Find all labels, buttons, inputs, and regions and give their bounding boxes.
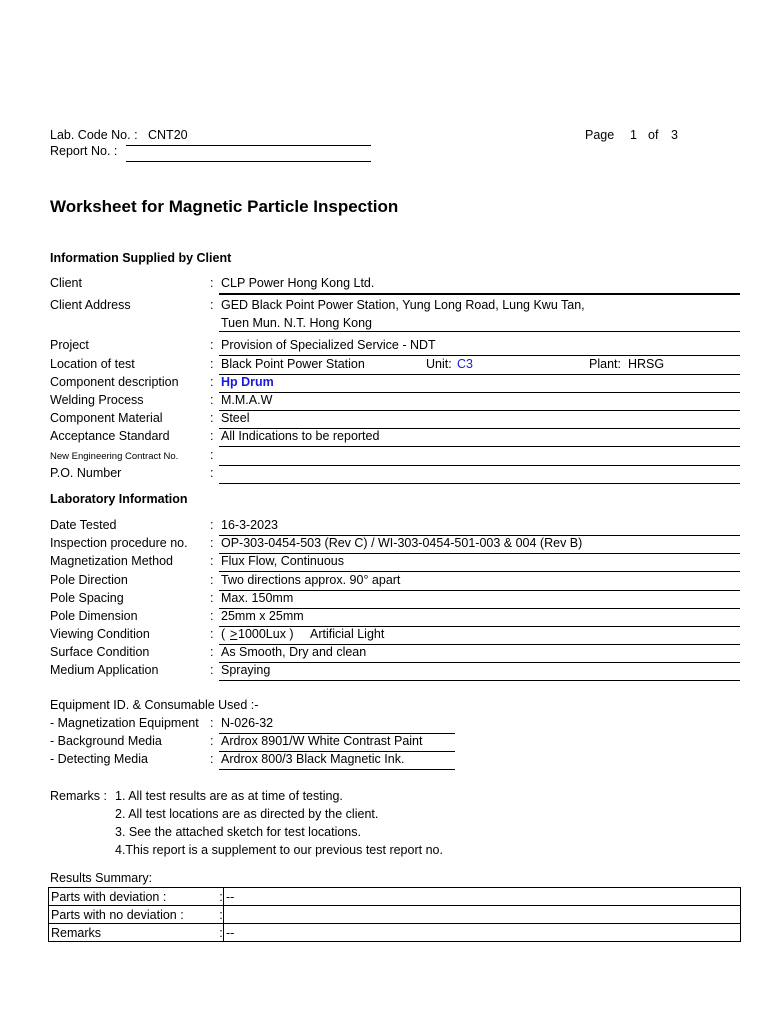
acceptance-label: Acceptance Standard [50, 429, 170, 443]
procedure-label: Inspection procedure no. [50, 536, 188, 550]
client-address-line2: Tuen Mun. N.T. Hong Kong [221, 316, 373, 330]
mag-equipment-value: N-026-32 [221, 716, 274, 730]
medium-label: Medium Application [50, 663, 159, 677]
procedure-row [50, 536, 740, 554]
table-row [49, 906, 741, 924]
date-value: 16-3-2023 [221, 518, 278, 532]
page-label: Page [585, 128, 615, 142]
date-row [50, 518, 740, 536]
report-no-underline [126, 161, 371, 162]
material-row [50, 411, 740, 429]
pole-dimension-label: Pole Dimension [50, 609, 138, 623]
lab-code-value: CNT20 [148, 128, 188, 142]
welding-row [50, 393, 740, 411]
colon: : [210, 663, 214, 677]
client-value: CLP Power Hong Kong Ltd. [221, 276, 375, 290]
page-total: 3 [671, 128, 678, 142]
colon: : [210, 276, 214, 290]
results-cell-label: Parts with no deviation : [49, 906, 220, 924]
client-address-line1: GED Black Point Power Station, Yung Long Road, Lung Kwu Tan, [221, 298, 585, 312]
acceptance-value: All Indications to be reported [221, 429, 380, 443]
welding-value: M.M.A.W [221, 393, 273, 407]
plant-value: HRSG [628, 357, 665, 371]
material-label: Component Material [50, 411, 163, 425]
detecting-media-label: - Detecting Media [50, 752, 148, 766]
colon: : [210, 627, 214, 641]
material-value: Steel [221, 411, 250, 425]
table-row [49, 888, 741, 906]
colon: : [210, 554, 214, 568]
background-media-row [50, 734, 455, 752]
surface-row [50, 645, 740, 663]
colon: : [210, 645, 214, 659]
colon: : [210, 411, 214, 425]
colon: : [210, 591, 214, 605]
colon: : [210, 357, 214, 371]
colon: : [219, 925, 223, 940]
colon: : [210, 573, 214, 587]
underline [219, 294, 740, 295]
pole-dimension-row [50, 609, 740, 627]
project-row [50, 338, 740, 356]
lab-section-heading: Laboratory Information [50, 492, 188, 506]
remark-item: 3. See the attached sketch for test locations. [115, 825, 361, 839]
colon: : [210, 536, 214, 550]
colon: : [219, 889, 223, 904]
pole-spacing-value: Max. 150mm [221, 591, 294, 605]
underline [219, 446, 740, 447]
results-cell-value: -- [224, 924, 741, 942]
magnetization-row [50, 554, 740, 572]
acceptance-row [50, 429, 740, 447]
viewing-value-open: ( [221, 627, 226, 641]
viewing-value-lux: 1000Lux ) [238, 627, 294, 641]
colon: : [210, 338, 214, 352]
pole-spacing-label: Pole Spacing [50, 591, 124, 605]
colon: : [210, 448, 214, 462]
mag-equipment-row [50, 716, 455, 734]
surface-label: Surface Condition [50, 645, 150, 659]
plant-label: Plant: [589, 357, 621, 371]
colon: : [210, 466, 214, 480]
pole-direction-value: Two directions approx. 90° apart [221, 573, 401, 587]
colon: : [210, 429, 214, 443]
colon: : [219, 907, 223, 922]
viewing-value-ge: > [230, 627, 238, 641]
results-cell-value: -- [224, 888, 741, 906]
project-value: Provision of Specialized Service - NDT [221, 338, 436, 352]
background-media-label: - Background Media [50, 734, 162, 748]
po-row [50, 466, 740, 484]
project-label: Project [50, 338, 89, 352]
lab-code-label: Lab. Code No. : [50, 128, 138, 142]
location-value: Black Point Power Station [221, 357, 365, 371]
underline [219, 355, 740, 356]
results-cell-label: Remarks [49, 924, 220, 942]
colon: : [210, 298, 214, 312]
table-row [49, 924, 741, 942]
welding-label: Welding Process [50, 393, 144, 407]
viewing-label: Viewing Condition [50, 627, 150, 641]
magnetization-value: Flux Flow, Continuous [221, 554, 344, 568]
results-cell-label: Parts with deviation : [49, 888, 220, 906]
procedure-value: OP-303-0454-503 (Rev C) / WI-303-0454-501-003 & 004 (Rev B) [221, 536, 583, 550]
underline [219, 769, 455, 770]
underline [219, 483, 740, 484]
location-row [50, 357, 740, 375]
viewing-value-light: Artificial Light [310, 627, 385, 641]
component-row [50, 375, 740, 393]
underline [219, 571, 740, 572]
detecting-media-value: Ardrox 800/3 Black Magnetic Ink. [221, 752, 405, 766]
po-label: P.O. Number [50, 466, 122, 480]
detecting-media-row [50, 752, 455, 770]
equipment-heading: Equipment ID. & Consumable Used :- [50, 698, 259, 712]
component-label: Component description [50, 375, 179, 389]
contract-row [50, 448, 740, 466]
medium-value: Spraying [221, 663, 271, 677]
location-label: Location of test [50, 357, 135, 371]
client-section-heading: Information Supplied by Client [50, 251, 232, 265]
medium-row [50, 663, 740, 681]
unit-label: Unit: [426, 357, 452, 371]
component-value: Hp Drum [221, 375, 274, 389]
client-address-row [50, 298, 740, 334]
viewing-row [50, 627, 740, 645]
colon: : [210, 734, 214, 748]
page-title: Worksheet for Magnetic Particle Inspection [50, 197, 399, 216]
background-media-value: Ardrox 8901/W White Contrast Paint [221, 734, 423, 748]
results-cell-value [224, 906, 741, 924]
pole-dimension-value: 25mm x 25mm [221, 609, 304, 623]
remark-item: 2. All test locations are as directed by the client. [115, 807, 379, 821]
remark-item: 1. All test results are as at time of testing. [115, 789, 343, 803]
client-label: Client [50, 276, 82, 290]
page-of: of [648, 128, 659, 142]
colon: : [210, 375, 214, 389]
page-number: 1 [630, 128, 637, 142]
colon: : [210, 716, 214, 730]
pole-direction-row [50, 573, 740, 591]
results-table [48, 887, 741, 942]
colon: : [210, 518, 214, 532]
underline [219, 680, 740, 681]
unit-value: C3 [457, 357, 473, 371]
colon: : [210, 752, 214, 766]
client-row [50, 276, 740, 294]
magnetization-label: Magnetization Method [50, 554, 173, 568]
surface-value: As Smooth, Dry and clean [221, 645, 367, 659]
date-label: Date Tested [50, 518, 117, 532]
mag-equipment-label: - Magnetization Equipment [50, 716, 199, 730]
results-heading: Results Summary: [50, 871, 153, 885]
pole-direction-label: Pole Direction [50, 573, 128, 587]
lab-code-underline [126, 145, 371, 146]
remark-item: 4.This report is a supplement to our previous test report no. [115, 843, 443, 857]
underline [219, 331, 740, 332]
remarks-label: Remarks : [50, 789, 107, 803]
client-address-label: Client Address [50, 298, 131, 312]
colon: : [210, 393, 214, 407]
colon: : [210, 609, 214, 623]
contract-label: New Engineering Contract No. [50, 451, 179, 462]
pole-spacing-row [50, 591, 740, 609]
report-no-label: Report No. : [50, 144, 118, 158]
